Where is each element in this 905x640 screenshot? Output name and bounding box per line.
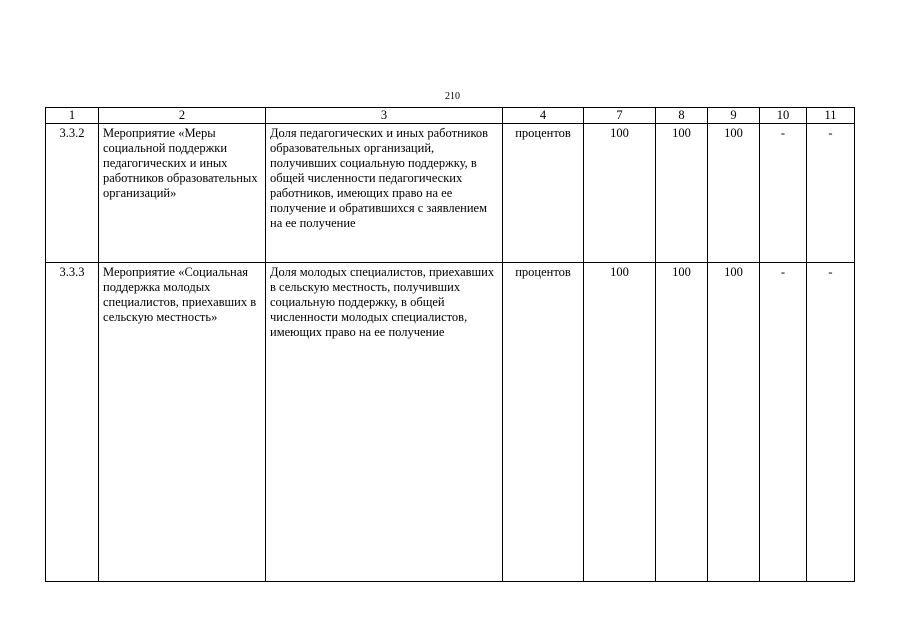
- indicator-name: Доля молодых специалистов, приехавших в сельскую местность, получивших социальную поддержку, в общей численности молодых специалистов, имеющих право на ее получение: [266, 263, 503, 582]
- value-col-9: 100: [708, 263, 760, 582]
- column-header: 4: [503, 108, 584, 124]
- page-number: 210: [445, 91, 460, 102]
- value-col-8: 100: [656, 263, 708, 582]
- value-col-9: 100: [708, 124, 760, 263]
- table-row: [46, 124, 855, 263]
- table-row: [46, 263, 855, 582]
- event-name: Мероприятие «Социальная поддержка молодых специалистов, приехавших в сельскую местность»: [99, 263, 266, 582]
- indicator-name: Доля педагогических и иных работников образовательных организаций, получивших социальную поддержку, в общей численности педагогических работников, имеющих право на ее получение и обратившихся с заявлением на ее получение: [266, 124, 503, 263]
- indicators-table: [45, 107, 855, 582]
- value-col-11: -: [807, 263, 855, 582]
- value-col-10: -: [760, 124, 807, 263]
- unit-cell: процентов: [503, 263, 584, 582]
- column-header: 11: [807, 108, 855, 124]
- unit-cell: процентов: [503, 124, 584, 263]
- column-header: 1: [46, 108, 99, 124]
- column-header: 10: [760, 108, 807, 124]
- header-row: [46, 108, 855, 124]
- row-number: 3.3.2: [46, 124, 99, 263]
- column-header: 2: [99, 108, 266, 124]
- value-col-8: 100: [656, 124, 708, 263]
- column-header: 7: [584, 108, 656, 124]
- value-col-10: -: [760, 263, 807, 582]
- row-number: 3.3.3: [46, 263, 99, 582]
- value-col-7: 100: [584, 263, 656, 582]
- value-col-11: -: [807, 124, 855, 263]
- column-header: 9: [708, 108, 760, 124]
- event-name: Мероприятие «Меры социальной поддержки педагогических и иных работников образовательных организаций»: [99, 124, 266, 263]
- column-header: 3: [266, 108, 503, 124]
- value-col-7: 100: [584, 124, 656, 263]
- column-header: 8: [656, 108, 708, 124]
